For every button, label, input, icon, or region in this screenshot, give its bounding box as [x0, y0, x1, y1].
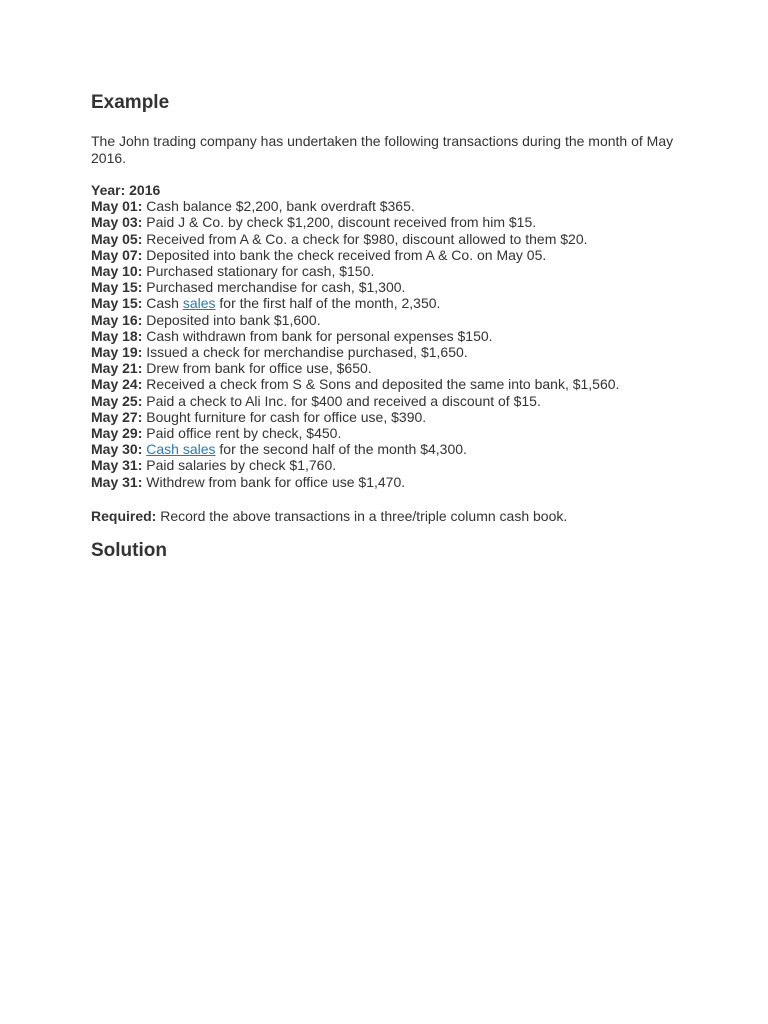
transaction-line	[91, 474, 678, 490]
transaction-date: May 05:	[91, 230, 143, 247]
transaction-date: May 24:	[91, 376, 143, 393]
solution-heading: Solution	[91, 540, 167, 562]
cash-sales-link[interactable]: Cash sales	[146, 441, 216, 458]
transaction-text-pre: Cash	[146, 295, 179, 312]
transaction-line	[91, 360, 678, 376]
transaction-text: Paid a check to Ali Inc. for $400 and received a discount of $15.	[146, 392, 541, 409]
transactions-block	[91, 182, 678, 490]
transaction-text: Drew from bank for office use, $650.	[146, 360, 372, 377]
transaction-date: May 10:	[91, 263, 143, 280]
transaction-text: Cash balance $2,200, bank overdraft $365.	[146, 198, 415, 215]
transaction-date: May 29:	[91, 425, 143, 442]
transaction-line	[91, 457, 678, 473]
transaction-line	[91, 312, 678, 328]
transaction-text: Bought furniture for cash for office use, $390.	[146, 408, 427, 425]
transaction-line	[91, 393, 678, 409]
transaction-date: May 15:	[91, 295, 143, 312]
transaction-date: May 16:	[91, 311, 143, 328]
transaction-date: May 31:	[91, 457, 143, 474]
transaction-date: May 31:	[91, 473, 143, 490]
transaction-date: May 01:	[91, 198, 143, 215]
transaction-date: May 27:	[91, 408, 143, 425]
required-text: Record the above transactions in a three/triple column cash book.	[160, 507, 568, 524]
transaction-text: Cash withdrawn from bank for personal expenses $150.	[146, 327, 493, 344]
transaction-line	[91, 247, 678, 263]
transaction-line	[91, 279, 678, 295]
transaction-line	[91, 295, 678, 311]
transaction-date: May 25:	[91, 392, 143, 409]
transaction-text: Paid salaries by check $1,760.	[146, 457, 337, 474]
intro-paragraph: The John trading company has undertaken the following transactions during the month of May 2016.	[91, 133, 674, 166]
transaction-line	[91, 425, 678, 441]
transaction-line	[91, 344, 678, 360]
required-label: Required:	[91, 507, 157, 524]
transaction-date: May 15:	[91, 279, 143, 296]
year-label: Year: 2016	[91, 182, 161, 198]
transaction-text: Received a check from S & Sons and deposited the same into bank, $1,560.	[146, 376, 620, 393]
transaction-line	[91, 198, 678, 214]
transaction-text: Paid office rent by check, $450.	[146, 425, 342, 442]
transaction-line	[91, 328, 678, 344]
example-heading: Example	[91, 92, 170, 113]
transaction-date: May 19:	[91, 344, 143, 361]
transaction-text: Purchased merchandise for cash, $1,300.	[146, 279, 406, 296]
transaction-text-post: for the second half of the month $4,300.	[219, 441, 467, 458]
transaction-date: May 03:	[91, 214, 143, 231]
transaction-text-post: for the first half of the month, 2,350.	[219, 295, 441, 312]
transaction-text: Issued a check for merchandise purchased, $1,650.	[146, 344, 468, 361]
transaction-date: May 21:	[91, 360, 143, 377]
transaction-date: May 18:	[91, 327, 143, 344]
transaction-text: Received from A & Co. a check for $980, discount allowed to them $20.	[146, 230, 588, 247]
transaction-line	[91, 214, 678, 230]
sales-link[interactable]: sales	[182, 295, 216, 312]
required-paragraph	[91, 508, 678, 525]
transaction-date: May 07:	[91, 246, 143, 263]
transaction-date: May 30:	[91, 441, 143, 458]
transaction-line	[91, 409, 678, 425]
transaction-line	[91, 376, 678, 392]
transaction-text: Deposited into bank the check received from A & Co. on May 05.	[146, 246, 547, 263]
transaction-text: Purchased stationary for cash, $150.	[146, 263, 375, 280]
transaction-text: Withdrew from bank for office use $1,470.	[146, 473, 406, 490]
transaction-line	[91, 441, 678, 457]
transaction-line	[91, 231, 678, 247]
transaction-text: Paid J & Co. by check $1,200, discount received from him $15.	[146, 214, 537, 231]
transaction-text: Deposited into bank $1,600.	[146, 311, 321, 328]
transaction-line	[91, 263, 678, 279]
